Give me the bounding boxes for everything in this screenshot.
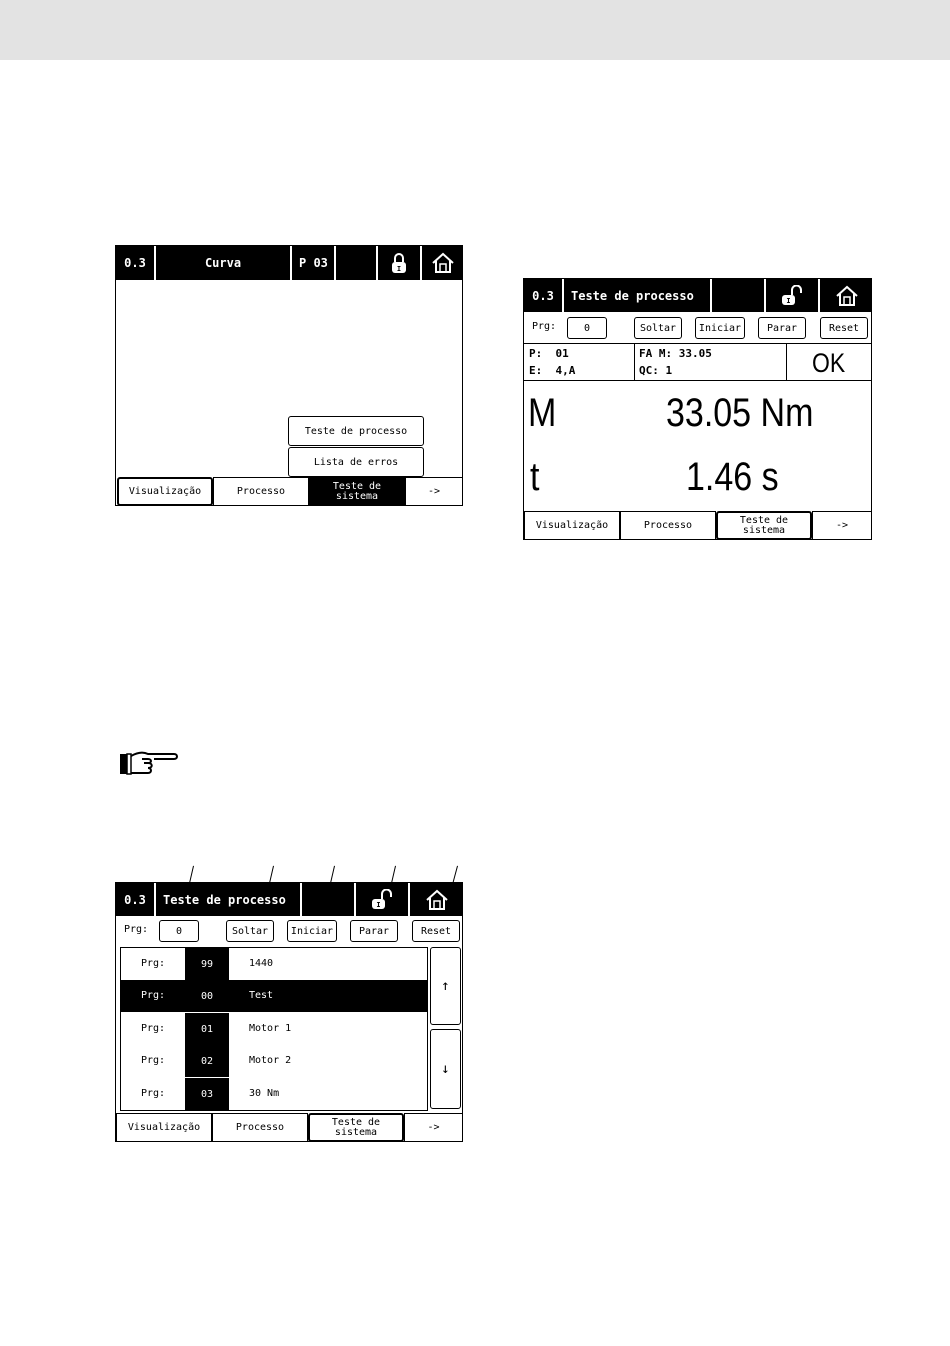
row-number: 01 <box>185 1013 229 1045</box>
qc-value: QC: 1 <box>639 364 673 377</box>
pointing-hand-icon <box>118 748 180 778</box>
row-name: Motor 2 <box>249 1055 292 1066</box>
header-blank <box>302 883 356 916</box>
status-ok: OK <box>812 348 846 378</box>
info-divider <box>634 344 635 381</box>
row-label: Prg: <box>141 1023 166 1034</box>
screen-id: 0.3 <box>116 883 156 916</box>
prg-label: Prg: <box>532 321 557 332</box>
header-blank <box>336 246 378 280</box>
screen-id: 0.3 <box>116 246 156 280</box>
p-value: P: 01 <box>529 347 569 360</box>
reset-button[interactable]: Reset <box>412 920 460 942</box>
row-name: Motor 1 <box>249 1023 292 1034</box>
list-item[interactable] <box>121 948 427 980</box>
svg-text:I: I <box>786 296 791 305</box>
lock-button[interactable] <box>356 883 410 916</box>
home-icon <box>835 285 859 307</box>
tab-visualization[interactable]: Visualizaҫão <box>117 477 213 506</box>
lock-open-icon <box>780 285 804 307</box>
home-icon <box>425 889 449 911</box>
tab-next[interactable]: -> <box>405 477 463 506</box>
home-icon <box>431 252 455 274</box>
program-list <box>120 947 428 1111</box>
fa-value: FA M: 33.05 <box>639 347 712 360</box>
row-number: 00 <box>185 980 229 1012</box>
tab-system-line1: Teste de <box>739 514 789 526</box>
home-button[interactable] <box>410 883 463 916</box>
row-number: 03 <box>185 1078 229 1110</box>
row-number: 02 <box>185 1045 229 1077</box>
lock-open-icon <box>370 889 394 911</box>
screen-id: 0.3 <box>524 279 564 312</box>
page-title: Teste de processo <box>156 883 302 916</box>
tab-system-test[interactable] <box>308 1113 404 1142</box>
tab-process[interactable]: Processo <box>620 511 716 540</box>
tab-next[interactable]: -> <box>812 511 872 540</box>
row-label: Prg: <box>141 1055 166 1066</box>
tab-system-line2: sistema <box>335 490 379 502</box>
stop-button[interactable]: Parar <box>350 920 398 942</box>
list-item[interactable] <box>121 1013 427 1045</box>
tab-next[interactable]: -> <box>404 1113 463 1142</box>
top-gray-band <box>0 0 950 60</box>
row-name: Test <box>249 990 274 1001</box>
header-bar <box>524 279 871 312</box>
home-button[interactable] <box>422 246 463 280</box>
time-value: 1.46 s <box>686 455 779 499</box>
tab-system-line1: Teste de <box>331 1116 381 1128</box>
tab-system-line2: sistema <box>334 1126 378 1138</box>
torque-label: M <box>528 391 557 435</box>
tab-visualization[interactable]: Visualizaҫão <box>116 1113 212 1142</box>
tab-process[interactable]: Processo <box>213 477 309 506</box>
tab-system-line1: Teste de <box>332 480 382 492</box>
row-label: Prg: <box>141 990 166 1001</box>
lock-button[interactable] <box>766 279 820 312</box>
tab-system-test[interactable] <box>309 477 405 506</box>
lock-button[interactable] <box>378 246 422 280</box>
home-button[interactable] <box>820 279 872 312</box>
process-test-screen <box>523 278 872 540</box>
torque-value: 33.05 Nm <box>666 391 814 435</box>
scroll-down-button[interactable]: ↓ <box>430 1029 461 1109</box>
lock-closed-icon <box>391 252 407 274</box>
row-number: 99 <box>185 948 229 980</box>
e-value: E: 4,A <box>529 364 576 377</box>
program-indicator: P 03 <box>292 246 336 280</box>
stop-button[interactable]: Parar <box>758 317 806 339</box>
header-bar <box>116 246 462 280</box>
tab-system-test[interactable] <box>716 511 812 540</box>
header-blank <box>712 279 766 312</box>
row-label: Prg: <box>141 958 166 969</box>
tab-process[interactable]: Processo <box>212 1113 308 1142</box>
row-label: Prg: <box>141 1088 166 1099</box>
curva-screen <box>115 245 463 506</box>
release-button[interactable]: Soltar <box>226 920 274 942</box>
menu-error-list[interactable]: Lista de erros <box>288 447 424 477</box>
header-bar <box>116 883 462 916</box>
start-button[interactable]: Iniciar <box>695 317 745 339</box>
list-item[interactable] <box>121 1045 427 1077</box>
program-list-screen <box>115 882 463 1142</box>
row-name: 1440 <box>249 958 274 969</box>
reset-button[interactable]: Reset <box>820 317 868 339</box>
page-title: Teste de processo <box>564 279 712 312</box>
svg-text:I: I <box>376 900 381 909</box>
info-panel <box>524 343 872 381</box>
time-label: t <box>530 455 540 499</box>
info-divider <box>786 344 787 381</box>
start-button[interactable]: Iniciar <box>287 920 337 942</box>
tab-system-line2: sistema <box>742 524 786 536</box>
tab-visualization[interactable]: Visualizaҫão <box>524 511 620 540</box>
release-button[interactable]: Soltar <box>634 317 682 339</box>
svg-text:I: I <box>396 265 402 273</box>
list-item-selected[interactable] <box>121 980 427 1012</box>
prg-input[interactable]: 0 <box>159 920 199 942</box>
scroll-up-button[interactable]: ↑ <box>430 947 461 1025</box>
page-title: Curva <box>156 246 292 280</box>
menu-process-test[interactable]: Teste de processo <box>288 416 424 446</box>
row-name: 30 Nm <box>249 1088 280 1099</box>
list-item[interactable] <box>121 1078 427 1110</box>
prg-label: Prg: <box>124 924 149 935</box>
prg-input[interactable]: 0 <box>567 317 607 339</box>
